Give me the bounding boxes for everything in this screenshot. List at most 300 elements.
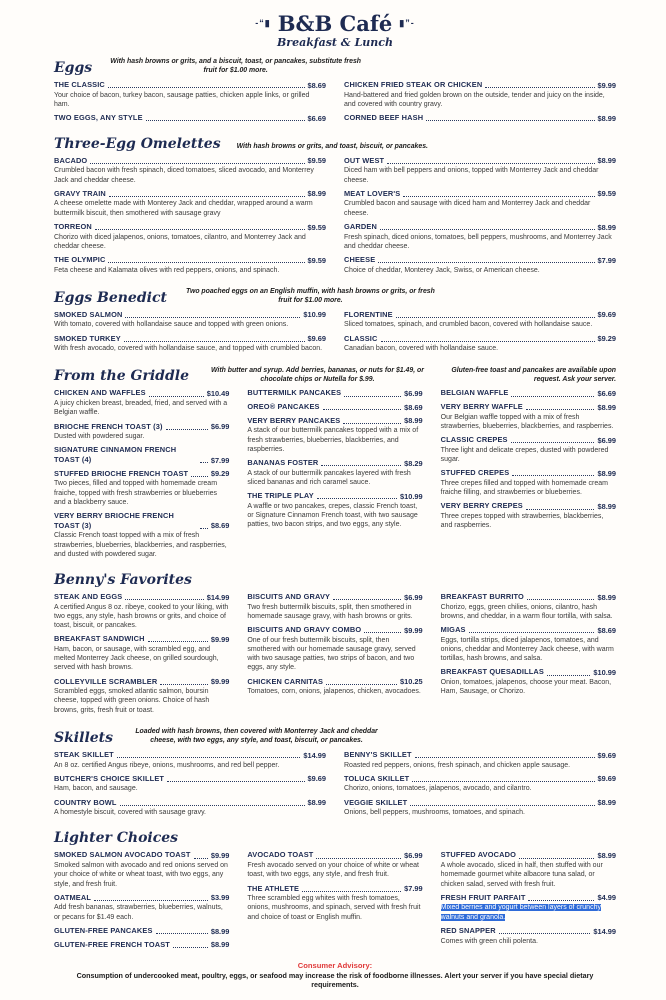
- item-row: [441, 667, 616, 677]
- dot-leader: [166, 429, 208, 430]
- dot-leader: [381, 341, 595, 342]
- menu-item: [247, 402, 422, 412]
- item-row: [344, 80, 616, 90]
- item-price: $4.99: [597, 893, 616, 903]
- dot-leader: [403, 196, 594, 197]
- dot-leader: [526, 409, 595, 410]
- menu-item: [344, 798, 616, 818]
- item-description: [247, 426, 422, 454]
- dot-leader: [90, 163, 304, 164]
- item-description-text: Chorizo with diced jalapenos, onions, tomatoes, cilantro, and Monterrey Jack and cheddar cheese.: [54, 233, 306, 250]
- dot-leader: [191, 476, 208, 477]
- item-description-text: A waffle or two pancakes, crepes, classic French toast, or Signature Cinnamon French toast, with two sausage patties, two bacon strips, and two eggs, any style.: [247, 502, 418, 529]
- item-price: $6.99: [597, 435, 616, 445]
- item-price: $9.29: [210, 469, 230, 479]
- item-name: COUNTRY BOWL: [54, 797, 117, 807]
- item-description: [54, 784, 326, 793]
- item-description: [344, 266, 616, 275]
- dot-leader: [326, 684, 397, 685]
- item-name: BISCUITS AND GRAVY: [247, 591, 331, 601]
- section-header: [54, 728, 616, 746]
- menu-item: [247, 491, 422, 529]
- dot-leader: [343, 423, 401, 424]
- item-name: CHICKEN FRIED STEAK OR CHICKEN: [344, 80, 483, 90]
- menu-item: [247, 677, 422, 697]
- section-title: Skillets: [54, 729, 114, 746]
- section-columns: [54, 80, 616, 127]
- item-name: TWO EGGS, ANY STYLE: [54, 113, 143, 123]
- dot-leader: [512, 475, 594, 476]
- menu-column: [247, 850, 422, 953]
- section-benedict: [54, 288, 616, 358]
- item-row: [344, 222, 616, 232]
- item-row: [247, 416, 422, 426]
- menu-item: [344, 774, 616, 794]
- item-description: [441, 903, 616, 921]
- item-description: [344, 233, 616, 251]
- item-row: [54, 310, 326, 320]
- menu-item: [441, 893, 616, 922]
- item-description-text: Three crepes filled and topped with homemade cream fraiche filling, and strawberries or blueberries.: [440, 479, 608, 497]
- menu-item: [441, 850, 616, 888]
- section-note-right: Gluten-free toast and pancakes are available upon request. Ask your server.: [451, 366, 616, 383]
- item-row: [54, 677, 229, 687]
- item-price: $9.29: [597, 334, 616, 344]
- item-price: $8.99: [597, 222, 616, 232]
- dot-leader: [117, 757, 301, 758]
- item-price: $6.99: [210, 422, 230, 432]
- item-price: $6.99: [404, 851, 423, 861]
- item-description-text: Crumbled bacon and sausage with diced ham and Monterrey Jack and cheddar cheese.: [344, 200, 591, 217]
- item-row: [54, 926, 229, 936]
- menu-item: [54, 388, 229, 417]
- item-description: [54, 479, 229, 507]
- dot-leader: [412, 781, 594, 782]
- item-name: STEAK SKILLET: [54, 749, 114, 759]
- item-name: STEAK AND EGGS: [54, 591, 123, 601]
- item-row: [54, 189, 326, 199]
- item-price: $8.99: [404, 416, 423, 426]
- item-name: CORNED BEEF HASH: [344, 113, 424, 123]
- item-name: COLLEYVILLE SCRAMBLER: [54, 676, 158, 686]
- item-row: [54, 634, 229, 644]
- item-row: [54, 940, 229, 950]
- item-description-text: Classic French toast topped with a mix of fresh strawberries, blueberries, blackberries, and raspberries, and dusted with powdered sugar.: [54, 532, 227, 558]
- item-row: [54, 445, 229, 464]
- menu-item: [441, 388, 616, 398]
- item-name: OATMEAL: [54, 892, 92, 902]
- item-description-text: An 8 oz. certified Angus ribeye, onions, mushrooms, and red bell pepper.: [54, 761, 280, 769]
- item-description: [247, 502, 422, 530]
- item-description-text: Eggs, tortilla strips, diced jalapenos, tomatoes, and onions, cheddar and Monterrey Jack cheese, with warm tortillas, hash browns, and salsa.: [440, 636, 614, 663]
- menu-item: [54, 189, 326, 218]
- item-row: [441, 388, 616, 398]
- item-description-text: Chorizo, onions, tomatoes, jalapenos, avocado, and cilantro.: [344, 785, 532, 793]
- menu-item: [441, 592, 616, 621]
- item-name: BANANAS FOSTER: [247, 458, 319, 468]
- menu-item: [344, 113, 616, 123]
- dot-leader: [396, 317, 595, 318]
- item-name: THE TRIPLE PLAY: [247, 491, 314, 501]
- item-description-text: Comes with green chili polenta.: [440, 937, 538, 945]
- item-description-text: Three light and delicate crepes, dusted with powdered sugar.: [440, 446, 609, 464]
- item-row: [54, 156, 326, 166]
- item-price: $9.69: [307, 334, 326, 344]
- menu-column: [441, 850, 616, 953]
- item-row: [344, 774, 616, 784]
- menu-item: [54, 940, 229, 950]
- menu-item: [54, 422, 229, 442]
- item-row: [441, 435, 616, 445]
- item-row: [54, 113, 326, 123]
- menu-item: [54, 445, 229, 464]
- item-description: [54, 199, 326, 217]
- item-row: [54, 469, 229, 479]
- menu-item: [441, 501, 616, 530]
- item-name: BELGIAN WAFFLE: [440, 388, 509, 398]
- item-description-text: Feta cheese and Kalamata olives with red peppers, onions, and spinach.: [54, 266, 280, 274]
- item-name: SMOKED SALMON: [54, 309, 123, 319]
- item-description: [54, 531, 229, 559]
- menu-item: [54, 798, 326, 818]
- item-row: [344, 255, 616, 265]
- dot-leader: [378, 262, 594, 263]
- item-description: [247, 603, 422, 621]
- dot-leader: [528, 900, 594, 901]
- menu-item: [247, 850, 422, 879]
- item-description: [344, 320, 616, 329]
- item-row: [54, 511, 229, 530]
- item-row: [441, 926, 616, 936]
- advisory-label: Consumer Advisory:: [297, 961, 373, 971]
- menu-column: [247, 592, 422, 719]
- item-price: $10.99: [400, 491, 423, 501]
- item-description: [247, 687, 422, 696]
- item-row: [54, 592, 229, 602]
- item-price: $10.49: [206, 389, 230, 399]
- ornament-right: ▮”-: [399, 18, 415, 29]
- section-columns: [54, 310, 616, 358]
- item-name: VERY BERRY CREPES: [440, 501, 523, 511]
- item-price: $8.99: [597, 468, 616, 478]
- menu-item: [54, 113, 326, 123]
- item-description-text: A cheese omelette made with Monterey Jack and cheddar, wrapped around a warm buttermilk biscuit, then smothered with sausage gravy: [54, 200, 313, 217]
- item-name: OREO® PANCAKES: [247, 402, 320, 412]
- item-description: [344, 808, 616, 817]
- item-description: [441, 446, 616, 464]
- item-name: GRAVY TRAIN: [54, 188, 106, 198]
- dot-leader: [321, 465, 401, 466]
- menu-item: [54, 80, 326, 109]
- item-description: [54, 344, 326, 353]
- item-price: $8.99: [597, 113, 616, 123]
- item-description: [441, 678, 616, 696]
- item-price: $7.99: [210, 455, 230, 465]
- dot-leader: [160, 684, 207, 685]
- dot-leader: [149, 396, 204, 397]
- item-name: GLUTEN-FREE FRENCH TOAST: [54, 939, 170, 949]
- item-description-text: Ham, bacon, or sausage, with scrambled egg, and melted Monterrey Jack cheese, on grilled sourdough, served with hash browns.: [54, 645, 219, 672]
- item-name: STUFFED CREPES: [440, 468, 510, 478]
- item-description: [441, 413, 616, 431]
- dot-leader: [426, 120, 594, 121]
- item-price: $14.99: [303, 750, 326, 760]
- menu-column: [54, 750, 326, 822]
- item-row: [247, 491, 422, 501]
- item-price: $7.99: [404, 884, 423, 894]
- item-price: $9.59: [307, 255, 326, 265]
- dot-leader: [499, 933, 591, 934]
- item-description-text: Two fresh buttermilk biscuits, split, then smothered in homemade sausage gravy, with hash browns or grits.: [247, 603, 413, 620]
- section-title: Three-Egg Omelettes: [54, 135, 221, 152]
- item-description: [247, 469, 422, 487]
- item-row: [344, 798, 616, 808]
- item-description-text: Choice of cheddar, Monterey Jack, Swiss, or American cheese.: [344, 266, 540, 274]
- menu-column: [54, 592, 229, 719]
- item-name: GARDEN: [344, 221, 377, 231]
- item-price: $8.99: [597, 592, 616, 602]
- dot-leader: [94, 900, 208, 901]
- item-description-text: Fresh avocado served on your choice of white or wheat toast, with two eggs, any style, and fresh fruit.: [247, 862, 419, 879]
- menu-column: [344, 80, 616, 127]
- item-description: [54, 645, 229, 673]
- item-row: [54, 255, 326, 265]
- menu-column: [54, 310, 326, 358]
- item-description-text: Crumbled bacon with fresh spinach, diced tomatoes, sliced avocado, and Monterrey Jack and cheddar cheese.: [54, 167, 314, 184]
- item-description: [344, 761, 616, 770]
- item-name: BREAKFAST BURRITO: [440, 591, 524, 601]
- item-description: [54, 432, 229, 441]
- item-description-text: A stack of our buttermilk pancakes topped with a mix of fresh strawberries, blueberries, blackberries, and raspberries.: [247, 427, 419, 453]
- item-name: VERY BERRY PANCAKES: [247, 415, 341, 425]
- item-row: [54, 222, 326, 232]
- item-price: $8.99: [597, 402, 616, 412]
- dot-leader: [108, 262, 304, 263]
- menu-item: [344, 334, 616, 354]
- item-price: $10.99: [593, 668, 616, 678]
- menu-item: [441, 667, 616, 696]
- item-description-text: Smoked salmon with avocado and red onions served on your choice of white or wheat toast, with two eggs, any style, and fresh fruit.: [54, 862, 228, 888]
- item-name: SMOKED SALMON AVOCADO TOAST: [54, 850, 191, 860]
- dot-leader: [316, 858, 401, 859]
- menu-item: [247, 592, 422, 621]
- item-description-text: One of our fresh buttermilk biscuits, split, then smothered with our homemade sausage gravy, served with two sausage patties, two strips of bacon, and two eggs, any style.: [247, 636, 416, 672]
- item-description: [441, 937, 616, 946]
- item-name: TOLUCA SKILLET: [344, 773, 410, 783]
- dot-leader: [125, 599, 203, 600]
- item-row: [54, 750, 326, 760]
- item-name: CLASSIC CREPES: [440, 435, 508, 445]
- dot-leader: [526, 509, 595, 510]
- dot-leader: [519, 858, 594, 859]
- item-row: [441, 893, 616, 903]
- section-columns: [54, 592, 616, 719]
- item-price: $14.99: [593, 926, 616, 936]
- item-description: [54, 808, 326, 817]
- item-row: [54, 334, 326, 344]
- item-row: [441, 501, 616, 511]
- item-description-text: Ham, bacon, and sausage.: [54, 785, 138, 793]
- menu-item: [54, 634, 229, 672]
- item-name: BUTCHER'S CHOICE SKILLET: [54, 773, 165, 783]
- item-price: $8.99: [597, 502, 616, 512]
- menu-item: [54, 592, 229, 630]
- menu-item: [54, 255, 326, 275]
- item-row: [344, 113, 616, 123]
- item-description: [54, 320, 326, 329]
- masthead: [54, 12, 616, 49]
- item-name: CLASSIC: [344, 333, 378, 343]
- item-description-text: Canadian bacon, covered with hollandaise sauce.: [344, 345, 499, 353]
- menu-column: [54, 156, 326, 279]
- menu-item: [54, 334, 326, 354]
- item-description-text: Fresh spinach, diced onions, tomatoes, bell peppers, mushrooms, and Monterrey Jack and cheddar cheese.: [344, 233, 612, 250]
- item-description: [441, 636, 616, 664]
- menu-item: [247, 625, 422, 673]
- item-price: $8.99: [597, 851, 616, 861]
- dot-leader: [108, 87, 305, 88]
- dot-leader: [387, 163, 594, 164]
- menu-item: [344, 80, 616, 109]
- item-price: $8.99: [597, 798, 616, 808]
- menu-item: [344, 310, 616, 330]
- section-eggs: [54, 58, 616, 127]
- menu-subtitle: Breakfast & Lunch: [277, 36, 393, 50]
- item-description: [247, 861, 422, 879]
- item-price: $8.99: [210, 926, 230, 936]
- menu-item: [247, 884, 422, 922]
- dot-leader: [547, 675, 590, 676]
- dot-leader: [146, 120, 305, 121]
- item-price: $6.69: [307, 113, 326, 123]
- item-row: [441, 402, 616, 412]
- item-price: $6.99: [404, 592, 423, 602]
- item-description-text: Onions, bell peppers, mushrooms, tomatoes, and spinach.: [344, 809, 525, 817]
- menu-item: [441, 435, 616, 464]
- item-row: [247, 592, 422, 602]
- item-description-text: Chorizo, eggs, green chilies, onions, cilantro, hash browns, and cheddar, in a warm flour tortilla, with salsa.: [440, 603, 613, 620]
- item-price: $9.99: [210, 677, 230, 687]
- section-columns: [54, 156, 616, 279]
- item-description-text: Dusted with powdered sugar.: [54, 433, 145, 441]
- item-description-text: Tomatoes, corn, onions, jalapenos, chicken, avocadoes.: [247, 688, 421, 696]
- dot-leader: [125, 317, 300, 318]
- dot-leader: [380, 229, 595, 230]
- item-price: $8.29: [404, 458, 423, 468]
- item-name: SMOKED TURKEY: [54, 333, 121, 343]
- section-title: Eggs: [54, 60, 93, 77]
- item-description-text: Diced ham with bell peppers and onions, topped with Monterrey Jack and cheddar cheese.: [344, 167, 599, 184]
- item-price: $8.69: [307, 80, 326, 90]
- item-row: [344, 156, 616, 166]
- item-description-text: Three scrambled egg whites with fresh tomatoes, onions, mushrooms, and spinach, served with fresh fruit and choice of toast or English muffin.: [247, 895, 421, 921]
- section-favorites: [54, 572, 616, 719]
- menu-item: [54, 750, 326, 770]
- item-name: BACADO: [54, 155, 88, 165]
- item-name: THE CLASSIC: [54, 80, 105, 90]
- item-description: [441, 603, 616, 621]
- item-row: [441, 468, 616, 478]
- dot-leader: [167, 781, 304, 782]
- advisory-text: Consumption of undercooked meat, poultry, eggs, or seafood may increase the risk of foodborne illnesses. Alert your server if you have special dietary requirements.: [76, 971, 594, 990]
- item-row: [247, 850, 422, 860]
- item-name: CHICKEN AND WAFFLES: [54, 388, 146, 398]
- item-name: FRESH FRUIT PARFAIT: [440, 892, 526, 902]
- item-name: SIGNATURE CINNAMON FRENCH TOAST (4): [54, 445, 177, 465]
- item-name: TORREON: [54, 221, 92, 231]
- item-row: [247, 402, 422, 412]
- item-name: OUT WEST: [344, 155, 385, 165]
- item-name: VEGGIE SKILLET: [344, 797, 408, 807]
- item-name: BRIOCHE FRENCH TOAST (3): [54, 421, 163, 431]
- dot-leader: [124, 341, 305, 342]
- item-description-text: A juicy chicken breast, breaded, fried, and served with a Belgian waffle.: [54, 400, 228, 417]
- section-header: [54, 58, 616, 76]
- menu-item: [247, 416, 422, 454]
- item-description: [54, 166, 326, 184]
- item-description: [344, 199, 616, 217]
- section-header: [54, 572, 616, 588]
- dot-leader: [302, 891, 401, 892]
- item-description-text: Add fresh bananas, strawberries, blueberries, walnuts, or pecans for $1.49 each.: [54, 904, 223, 921]
- item-name: AVOCADO TOAST: [247, 850, 314, 860]
- item-price: $8.99: [210, 940, 230, 950]
- item-price: $10.99: [303, 310, 326, 320]
- menu-item: [441, 926, 616, 946]
- item-price: $9.69: [597, 310, 616, 320]
- section-skillets: [54, 728, 616, 822]
- menu-title: B&B Café: [277, 11, 393, 36]
- dot-leader: [317, 498, 397, 499]
- section-columns: [54, 388, 616, 562]
- item-description: [54, 903, 229, 921]
- item-description-text: A homestyle biscuit, covered with sausage gravy.: [54, 809, 207, 817]
- item-name: BREAKFAST SANDWICH: [54, 634, 145, 644]
- item-description: [54, 603, 229, 631]
- section-note: Two poached eggs on an English muffin, with hash browns or grits, or fresh fruit for $1.00 more.: [186, 287, 435, 304]
- item-row: [247, 388, 422, 398]
- item-description-text: A certified Angus 8 oz. ribeye, cooked to your liking, with two eggs, any style, hash browns or grits, and choice of toast, biscuit, or pancakes.: [54, 603, 229, 630]
- dot-leader: [527, 599, 595, 600]
- item-description: [54, 761, 326, 770]
- section-header: [54, 288, 616, 306]
- menu-column: [54, 850, 229, 953]
- item-description-text: Onion, tomatoes, jalapenos, choose your meat. Bacon, Ham, Sausage, or Chorizo.: [440, 679, 612, 696]
- item-description-text: Your choice of bacon, turkey bacon, sausage patties, chicken apple links, or grilled ham.: [54, 91, 310, 108]
- item-row: [54, 798, 326, 808]
- menu-item: [344, 189, 616, 218]
- item-row: [54, 850, 229, 860]
- section-title: From the Griddle: [54, 368, 189, 385]
- item-name: STUFFED AVOCADO: [440, 850, 516, 860]
- item-description-text: Mixed berries and yogurt between layers of crunchy walnuts and granola.: [440, 904, 601, 921]
- item-description-text: Hand-battered and fried golden brown on the outside, tender and juicy on the inside, and covered with country gravy.: [344, 91, 605, 108]
- item-price: $8.69: [597, 625, 616, 635]
- item-row: [441, 850, 616, 860]
- section-columns: [54, 850, 616, 953]
- dot-leader: [109, 196, 305, 197]
- dot-leader: [200, 462, 208, 463]
- menu-column: [54, 388, 229, 562]
- menu-item: [54, 222, 326, 251]
- item-description-text: Sliced tomatoes, spinach, and crumbled bacon, covered with hollandaise sauce.: [344, 321, 593, 329]
- item-description: [54, 266, 326, 275]
- item-description: [344, 91, 616, 109]
- item-name: STUFFED BRIOCHE FRENCH TOAST: [54, 468, 189, 478]
- item-price: $8.69: [210, 521, 230, 531]
- item-name: VERY BERRY BRIOCHE FRENCH TOAST (3): [54, 511, 174, 530]
- item-price: $9.59: [307, 222, 326, 232]
